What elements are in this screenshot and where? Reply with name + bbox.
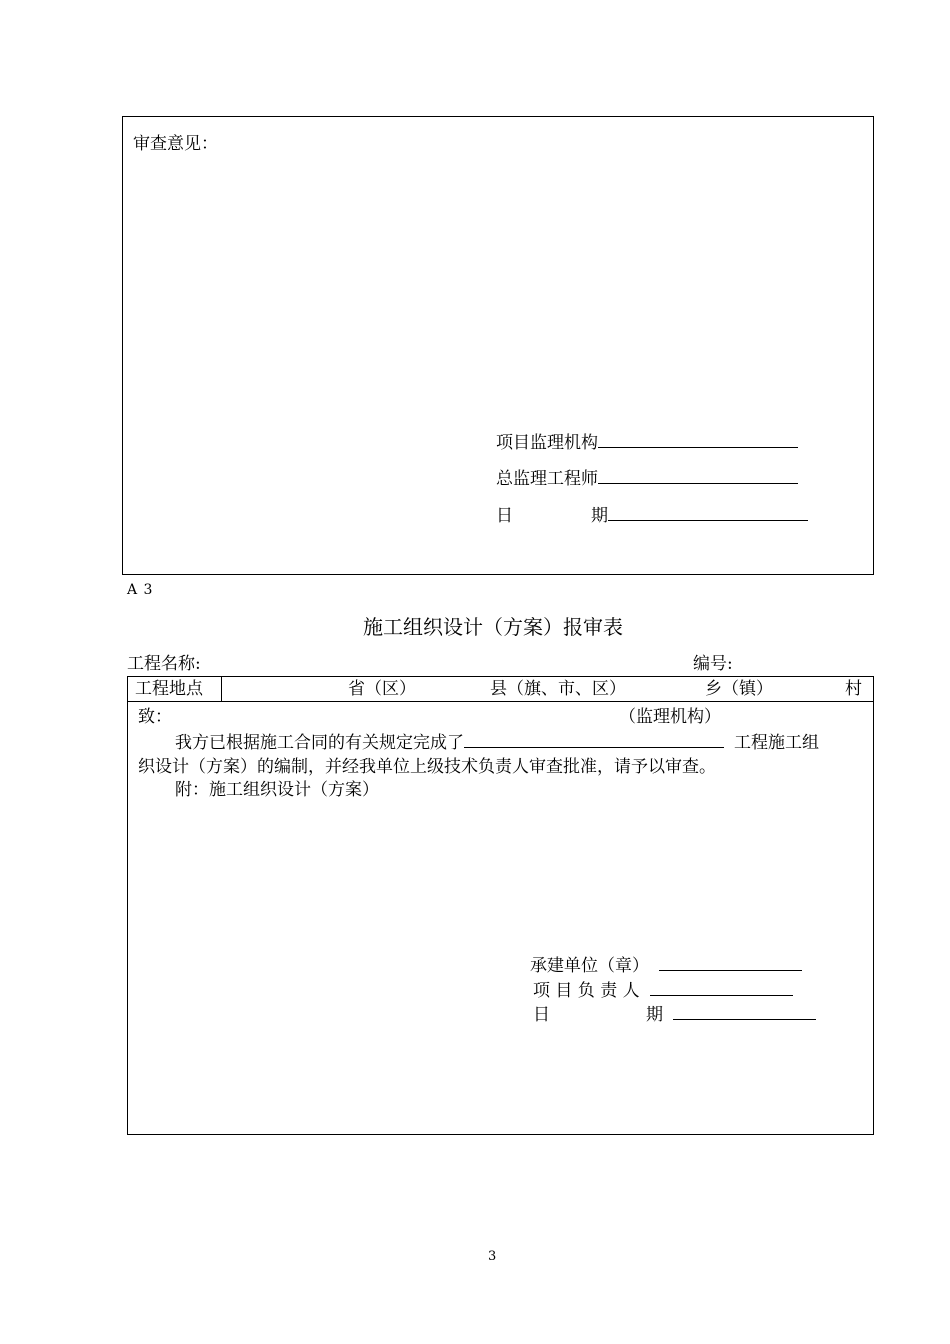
addressee-label: 致： bbox=[138, 707, 172, 727]
contractor-field[interactable] bbox=[659, 954, 802, 971]
supervisor-org-field[interactable] bbox=[598, 431, 798, 448]
review-date-label-b: 期 bbox=[591, 506, 608, 526]
chief-engineer-field[interactable] bbox=[598, 467, 798, 484]
supervisor-org-row bbox=[496, 431, 798, 454]
contractor-label: 承建单位（章） bbox=[530, 956, 649, 976]
manager-label: 项 目 负 责 人 bbox=[533, 981, 640, 1001]
review-opinion-label: 审查意见： bbox=[133, 134, 218, 154]
location-province: 省（区） bbox=[348, 679, 416, 699]
review-date-field[interactable] bbox=[608, 504, 808, 521]
form-title: 施工组织设计（方案）报审表 bbox=[363, 615, 623, 639]
signoff-date-label-b: 期 bbox=[646, 1005, 663, 1025]
body-line-2: 织设计（方案）的编制，并经我单位上级技术负责人审查批准，请予以审查。 bbox=[138, 757, 716, 777]
supervisor-org-text: （监理机构） bbox=[619, 707, 721, 727]
location-county: 县（旗、市、区） bbox=[490, 679, 626, 699]
signoff-date-label-a: 日 bbox=[533, 1005, 550, 1025]
contractor-row bbox=[530, 954, 802, 977]
location-village: 村 bbox=[845, 679, 862, 699]
manager-field[interactable] bbox=[650, 979, 793, 996]
location-town: 乡（镇） bbox=[705, 679, 773, 699]
serial-number-label: 编号: bbox=[693, 654, 733, 674]
body-line-1-end: 工程施工组 bbox=[734, 733, 819, 753]
page-number: 3 bbox=[488, 1249, 497, 1264]
manager-row bbox=[533, 979, 793, 1002]
body-line-1-start: 我方已根据施工合同的有关规定完成了 bbox=[175, 733, 464, 753]
form-code: A 3 bbox=[127, 582, 154, 598]
review-date-row bbox=[496, 504, 808, 527]
supervisor-org-label: 项目监理机构 bbox=[496, 433, 598, 453]
location-divider bbox=[221, 676, 222, 702]
signoff-date-field[interactable] bbox=[673, 1003, 816, 1020]
chief-engineer-row bbox=[496, 467, 798, 490]
attachment-line: 附：施工组织设计（方案） bbox=[175, 780, 379, 800]
body-line-1 bbox=[175, 731, 819, 754]
location-label: 工程地点 bbox=[135, 679, 203, 699]
signoff-date-row bbox=[533, 1003, 816, 1026]
review-date-label-a: 日 bbox=[496, 506, 513, 526]
project-name-label: 工程名称: bbox=[127, 654, 201, 674]
project-blank-field[interactable] bbox=[464, 731, 724, 748]
chief-engineer-label: 总监理工程师 bbox=[496, 469, 598, 489]
